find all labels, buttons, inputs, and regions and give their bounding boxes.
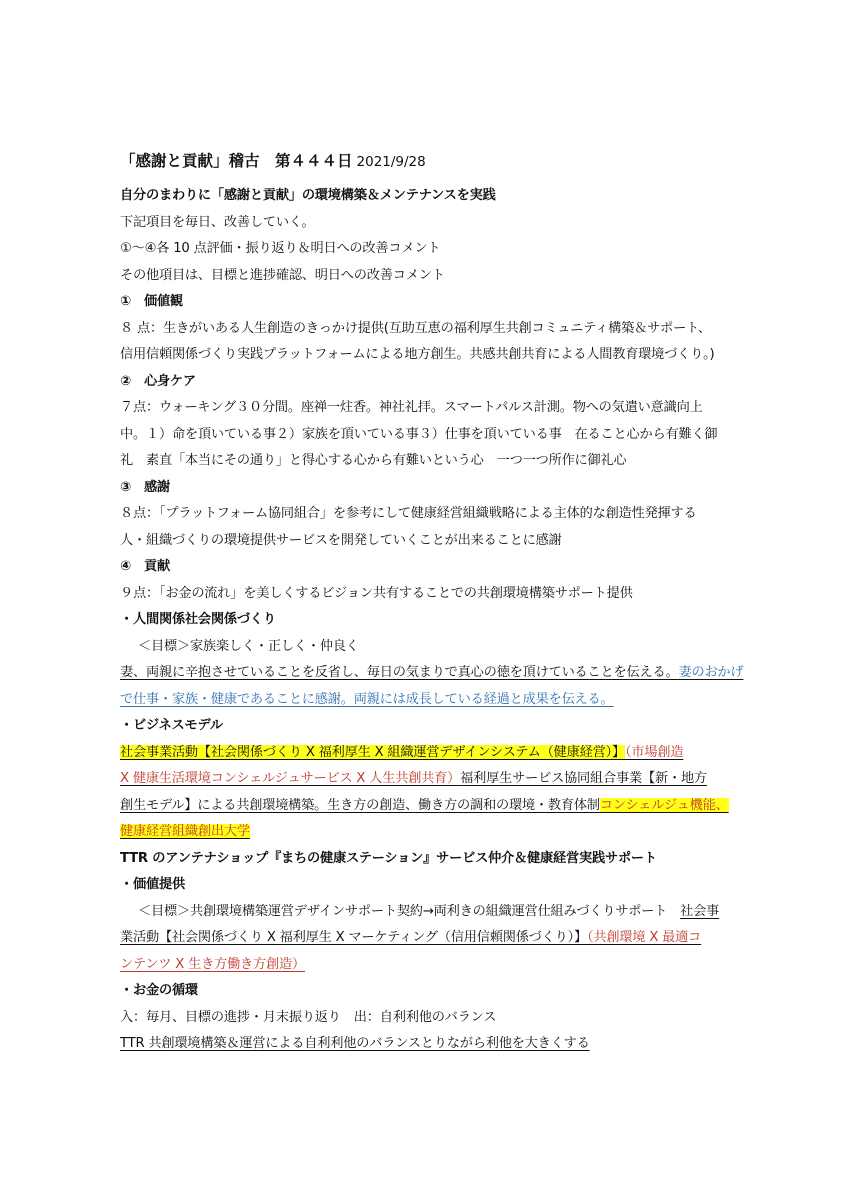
business-highlight: 社会事業活動【社会関係づくり X 福利厚生 X 組織運営デザインシステム（健康経営）】 [120,744,625,760]
document-page [120,146,744,1058]
business-highlight-red: コンシェルジュ機能、 [599,797,729,813]
intro-line: ①～④各 10 点評価・振り返り＆明日への改善コメント [120,241,441,256]
business-highlight-red: 健康経営組織創出大学 [120,824,250,839]
gratitude-line: ８点：「プラットフォーム協同組合」を参考にして健康経営組織戦略による主体的な創造性発揮する [120,506,697,521]
section-heading-values: ① 価値観 [120,294,183,309]
value-text-underlined: 社会事 [680,903,720,919]
section-heading-business-model: ・ビジネスモデル [120,718,223,733]
section-heading-relationships: ・人間関係社会関係づくり [120,612,276,627]
title-text: 「感謝と貢献」稽古 第４４４日 [120,152,353,170]
section-heading-mindbody: ② 心身ケア [120,373,196,389]
mindbody-line: 礼 素直「本当にその通り」と得心する心から有難いという心 一つ一つ所作に御礼心 [120,453,627,468]
ttr-heading: TTR のアンテナショップ『まちの健康ステーション』サービス仲介＆健康経営実践サポート [120,850,657,866]
section-heading-money-cycle: ・お金の循環 [120,983,198,998]
business-line [120,819,740,846]
business-line [120,793,740,820]
business-line [120,766,740,793]
relationships-goal: ＜目標＞家族楽しく・正しく・仲良く [138,638,359,654]
business-text-red: （市場創造 [625,744,684,760]
value-line [120,925,740,952]
business-text: 創生モデル】による共創環境構築。生き方の創造、働き方の調和の環境・教育体制 [120,797,600,813]
values-line: ８ 点：生きがいある人生創造のきっかけ提供(互助互恵の福利厚生共創コミュニティ構築＆サポート、 [120,320,711,336]
mindbody-line: ７点：ウォーキング３０分間。座禅一炷香。神社礼拝。スマートパルス計測。物への気遣い意識向上 [120,400,703,415]
title-date: 2021/9/28 [356,154,426,170]
relationships-line [120,660,744,687]
mindbody-line: 中。１）命を頂いている事２）家族を頂いている事３）仕事を頂いている事 在ること心から有難く御 [120,426,718,442]
page-title [120,146,740,177]
contribution-line: ９点：「お金の流れ」を美しくするビジョン共有することでの共創環境構築サポート提供 [120,585,633,601]
business-line [120,740,740,767]
relationships-text: 妻、両親に辛抱させていることを反省し、毎日の気まりで真心の徳を頂けていることを伝える。 [120,665,679,680]
gratitude-line: 人・組織づくりの環境提供サービスを開発していくことが出来ることに感謝 [120,532,562,548]
section-heading-contribution: ④ 貢献 [120,559,170,574]
money-line-underlined: TTR 共創環境構築＆運営による自利利他のバランスとりながら利他を大きくする [120,1036,590,1051]
section-heading-gratitude: ③ 感謝 [120,479,170,495]
business-text-red: X 健康生活環境コンシェルジュサービス X 人生共創共育） [120,771,461,786]
value-line-red: ンテンツ X 生き方働き方創造） [120,956,305,972]
value-line [120,899,740,926]
relationships-text-blue: 妻のおかげ [678,665,744,680]
main-heading: 自分のまわりに「感謝と貢献」の環境構築＆メンテナンスを実践 [120,188,496,203]
value-text-red: （共創環境 X 最適コ [587,930,702,945]
intro-line: 下記項目を毎日、改善していく。 [120,214,315,230]
section-heading-value-offer: ・価値提供 [120,877,185,892]
intro-line: その他項目は、目標と進捗確認、明日への改善コメント [120,267,445,283]
value-text: ＜目標＞共創環境構築運営デザインサポート契約→両利きの組織運営仕組みづくりサポート [138,903,681,919]
values-line: 信用信頼関係づくり実践プラットフォームによる地方創生。共感共創共育による人間教育環境づくり。) [120,347,715,362]
value-text: 業活動【社会関係づくり X 福利厚生 X マーケティング（信用信頼関係づくり）】 [120,930,588,945]
business-text: 福利厚生サービス協同組合事業【新・地方 [460,771,707,786]
money-line: 入：毎月、目標の進捗・月末振り返り 出：自利利他のバランス [120,1009,497,1025]
relationships-line-blue: で仕事・家族・健康であることに感謝。両親には成長している経過と成果を伝える。 [120,691,614,707]
